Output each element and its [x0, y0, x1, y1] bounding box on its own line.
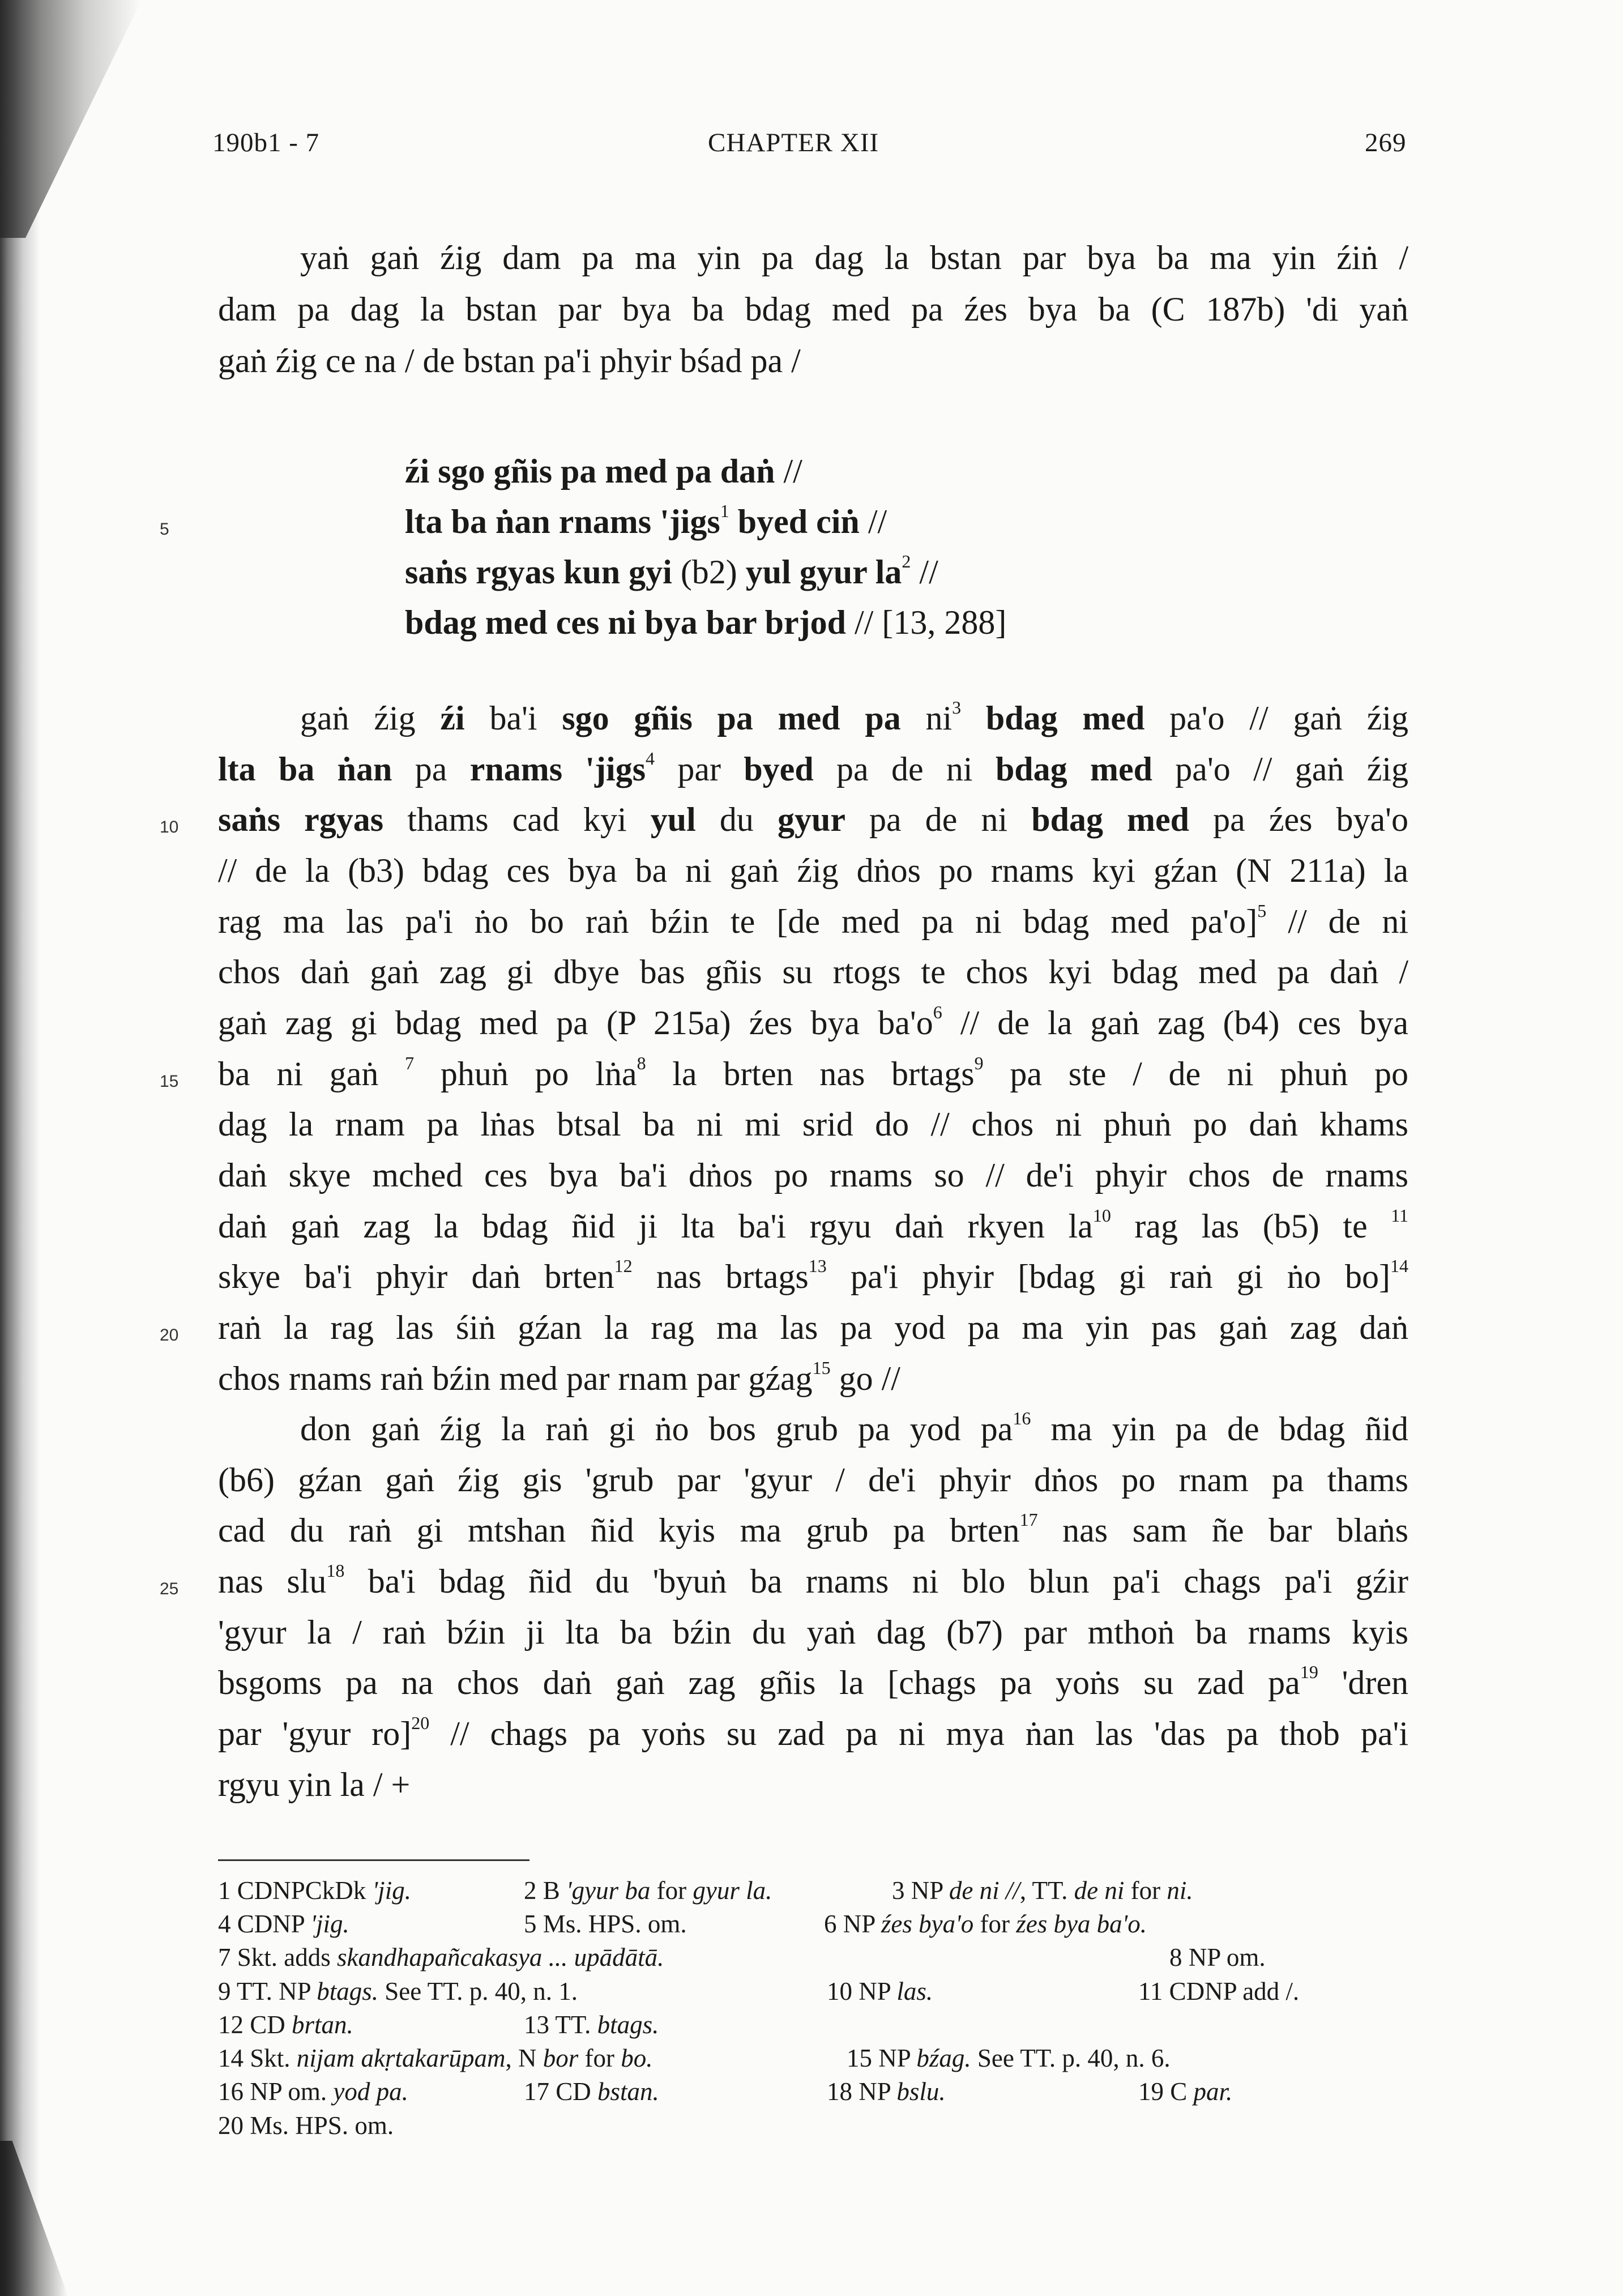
- footnote: 7 Skt. adds skandhapañcakasya ... upādātā.: [218, 1943, 664, 1971]
- footnote: 4 CDNP 'jig.: [218, 1910, 349, 1938]
- footnote: 12 CD brtan.: [218, 2011, 353, 2039]
- text-line: dam pa dag la bstan par bya ba bdag med pa źes bya ba (C 187b) 'di yaṅ: [218, 291, 1408, 328]
- line-number: 20: [160, 1326, 179, 1345]
- footnote: 9 TT. NP btags. See TT. p. 40, n. 1.: [218, 1977, 578, 2005]
- text-line: chos rnams raṅ bźin med par rnam par gźag$^{15}$ go //: [218, 1358, 900, 1397]
- text-line: lta ba ṅan pa rnams 'jigs$^4$ par byed pa de ni bdag med pa'o // gaṅ źig: [218, 748, 1409, 788]
- footnote: 2 B 'gyur ba for gyur la.: [524, 1876, 772, 1905]
- footnote: 5 Ms. HPS. om.: [524, 1910, 687, 1938]
- footnote: 14 Skt. nijam akṛtakarūpam, N bor for bo.: [218, 2044, 653, 2072]
- footnote: 16 NP om. yod pa.: [218, 2077, 408, 2106]
- verse-line: źi sgo gñis pa med pa daṅ //: [405, 453, 802, 490]
- text-line: chos daṅ gaṅ zag gi dbye bas gñis su rtogs te chos kyi bdag med pa daṅ /: [218, 953, 1408, 991]
- text-line: don gaṅ źig la raṅ gi ṅo bos grub pa yod $pa^{16}$ ma yin pa de bdag ñid: [300, 1408, 1408, 1448]
- footnote: 3 NP de ni //, TT. de ni for ni.: [892, 1876, 1193, 1905]
- text-line: bsgoms pa na chos daṅ gaṅ zag gñis la [chags pa yoṅs su zad $pa^{19}$ 'dren: [218, 1662, 1409, 1701]
- footnote-rule: [218, 1859, 529, 1861]
- page-gutter-shadow: [0, 0, 40, 2296]
- text-line: // de la (b3) bdag ces bya ba ni gaṅ źig dṅos po rnams kyi gźan (N 211a) la: [218, 852, 1408, 889]
- line-number: 5: [160, 520, 169, 539]
- text-line: (b6) gźan gaṅ źig gis 'grub par 'gyur / de'i phyir dṅos po rnam pa thams: [218, 1461, 1408, 1499]
- text-line: cad du raṅ gi mtshan ñid kyis ma grub pa brten$^{17}$ nas sam ñe bar blaṅs: [218, 1509, 1408, 1549]
- footnote: 19 C par.: [1138, 2077, 1233, 2106]
- footnote: 10 NP las.: [827, 1977, 933, 2005]
- text-line: yaṅ gaṅ źig dam pa ma yin pa dag la bstan par bya ba ma yin źiṅ /: [300, 239, 1408, 276]
- verse-line: bdag med ces ni bya bar brjod // [13, 288]: [405, 604, 1007, 641]
- page-gutter-shadow-top: [0, 0, 142, 238]
- text-line: daṅ skye mched ces bya ba'i dṅos po rnams so // de'i phyir chos de rnams: [218, 1156, 1408, 1194]
- text-line: par 'gyur ro]$^{20}$ // chags pa yoṅs su zad pa ni mya ṅan las 'das pa thob pa'i: [218, 1713, 1408, 1752]
- footnote: 20 Ms. HPS. om.: [218, 2111, 394, 2140]
- text-line: dag la rnam pa lṅas btsal ba ni mi srid do // chos ni phuṅ po daṅ khams: [218, 1106, 1408, 1143]
- footnote: 8 NP om.: [1169, 1943, 1266, 1971]
- running-head-left: 190b1 - 7: [212, 128, 320, 157]
- text-line: gaṅ źig ce na / de bstan pa'i phyir bśad pa /: [218, 342, 801, 379]
- text-line: rgyu yin la / +: [218, 1766, 411, 1803]
- line-number: 15: [160, 1072, 179, 1091]
- page-number: 269: [1365, 128, 1407, 157]
- verse-line: lta ba ṅan rnams 'jigs$^1$ byed ciṅ //: [405, 501, 887, 540]
- text-line: gaṅ źig źi ba'i sgo gñis pa med pa $ni^3$ bdag med pa'o // gaṅ źig: [300, 697, 1409, 737]
- text-line: 'gyur la / raṅ bźin ji lta ba bźin du yaṅ dag (b7) par mthoṅ ba rnams kyis: [218, 1614, 1408, 1651]
- footnote: 13 TT. btags.: [524, 2011, 659, 2039]
- footnote: 1 CDNPCkDk 'jig.: [218, 1876, 411, 1905]
- text-line: daṅ gaṅ zag la bdag ñid ji lta ba'i rgyu daṅ rkyen $la^{10}$ rag las (b5) te $^{11}$: [218, 1205, 1408, 1245]
- verse-line: saṅs rgyas kun gyi (b2) yul gyur $la^2$ //: [405, 551, 938, 591]
- text-line: skye ba'i phyir daṅ brten$^{12}$ nas brtags$^{13}$ pa'i phyir [bdag gi raṅ gi ṅo bo]$^{14}$: [218, 1256, 1409, 1295]
- text-line: ba ni gaṅ $^7$ phuṅ po lṅa$^8$ la brten nas brtags$^9$ pa ste / de ni phuṅ po: [218, 1053, 1408, 1092]
- line-number: 10: [160, 818, 179, 837]
- footnote: 6 NP źes bya'o for źes bya ba'o.: [824, 1910, 1147, 1938]
- text-line: rag ma las pa'i ṅo bo raṅ bźin te [de med pa ni bdag med pa'o]$^5$ // de ni: [218, 901, 1409, 940]
- text-line: raṅ la rag las śiṅ gźan la rag ma las pa yod pa ma yin pas gaṅ zag daṅ: [218, 1309, 1408, 1346]
- text-line: nas slu$^{18}$ ba'i bdag ñid du 'byuṅ ba rnams ni blo blun pa'i chags pa'i gźir: [218, 1560, 1408, 1600]
- line-number: 25: [160, 1580, 179, 1598]
- text-line: saṅs rgyas thams cad kyi yul du gyur pa de ni bdag med pa źes bya'o: [218, 801, 1408, 838]
- text-line: gaṅ zag gi bdag med pa (P 215a) źes bya $ba'o^6$ // de la gaṅ zag (b4) ces bya: [218, 1002, 1408, 1042]
- chapter-title: CHAPTER XII: [708, 128, 879, 157]
- footnote: 18 NP bslu.: [827, 2077, 946, 2106]
- footnote: 11 CDNP add /.: [1138, 1977, 1300, 2005]
- footnote: 17 CD bstan.: [524, 2077, 659, 2106]
- footnote: 15 NP bźag. See TT. p. 40, n. 6.: [847, 2044, 1171, 2072]
